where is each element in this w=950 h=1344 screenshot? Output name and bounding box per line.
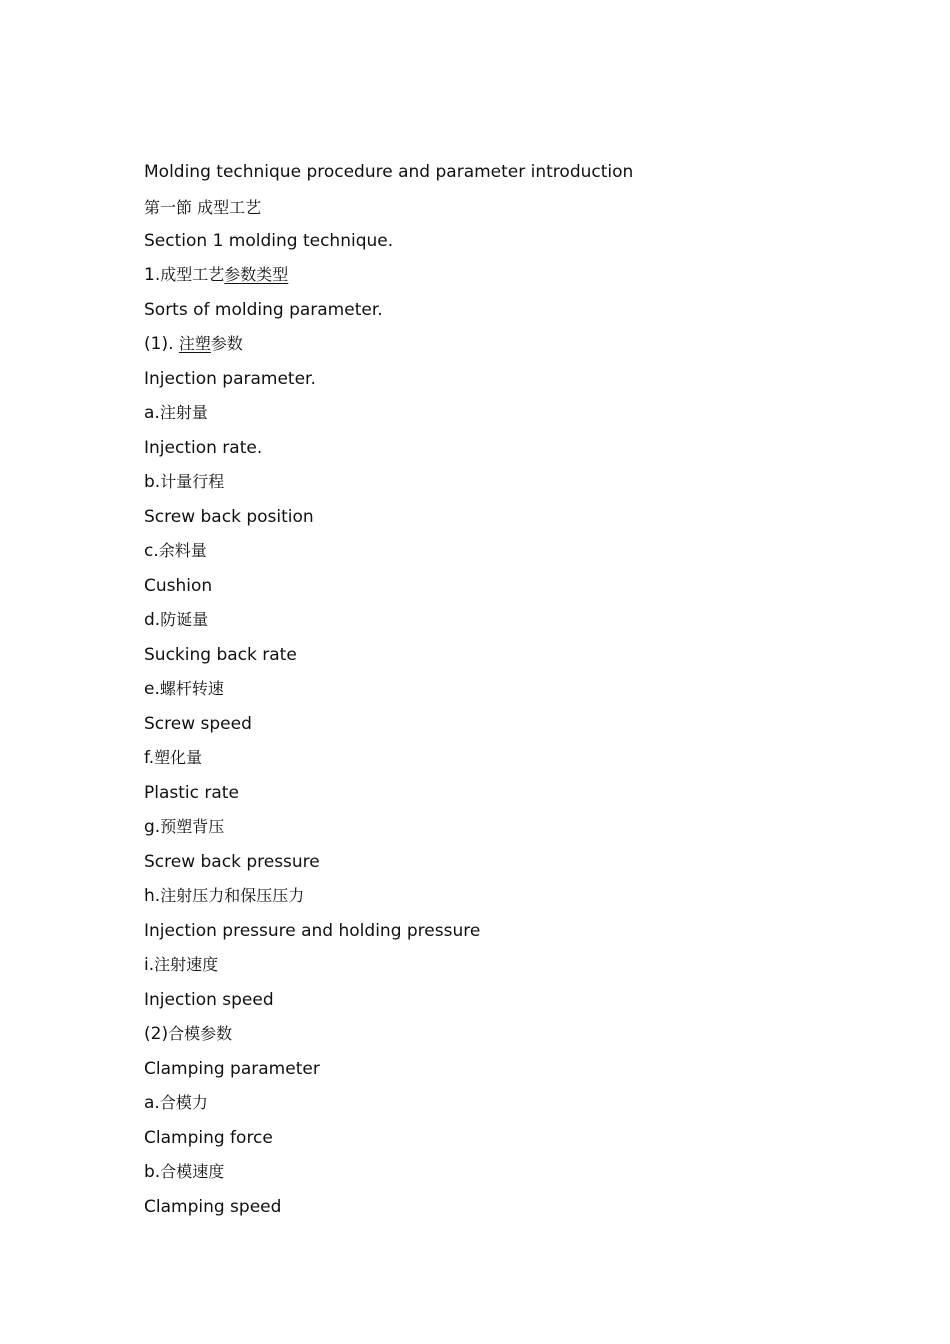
param-i-cn	[144, 954, 218, 976]
param-d-cn	[144, 609, 208, 631]
param-cn: 预塑背压	[160, 817, 225, 836]
sub-2-prefix: (2)	[144, 1024, 169, 1044]
param-cn: 螺杆转速	[159, 679, 224, 698]
param-a-cn	[144, 402, 208, 424]
param-prefix: g.	[144, 817, 161, 837]
clamp-a-en: Clamping force	[144, 1128, 273, 1148]
param-prefix: e.	[144, 679, 160, 699]
param-prefix: i.	[144, 955, 155, 975]
param-b-cn	[144, 471, 224, 493]
param-cn: 合模力	[159, 1093, 208, 1112]
clamp-b-cn	[144, 1161, 224, 1183]
item-1-cn-link[interactable]: 参数类型	[224, 265, 289, 284]
param-g-en: Screw back pressure	[144, 852, 320, 872]
clamp-a-cn	[144, 1092, 208, 1114]
param-prefix: d.	[144, 610, 161, 630]
sub-1-en: Injection parameter.	[144, 369, 316, 389]
param-h-cn	[144, 885, 304, 907]
param-e-en: Screw speed	[144, 714, 252, 734]
param-h-en: Injection pressure and holding pressure	[144, 921, 481, 941]
param-prefix: h.	[144, 886, 161, 906]
sub-2-cn	[144, 1023, 232, 1045]
sub-1-prefix: (1).	[144, 334, 179, 354]
sub-2-cn-text: 合模参数	[168, 1024, 233, 1043]
param-cn: 塑化量	[154, 748, 203, 767]
param-f-en: Plastic rate	[144, 783, 239, 803]
param-a-en: Injection rate.	[144, 438, 263, 458]
param-prefix: b.	[144, 1162, 161, 1182]
section-heading-cn: 第一節 成型工艺	[144, 198, 262, 217]
param-prefix: b.	[144, 472, 161, 492]
param-f-cn	[144, 747, 202, 769]
sub-1-cn-link[interactable]: 注塑	[178, 334, 211, 353]
param-cn: 注射速度	[154, 955, 219, 974]
param-prefix: a.	[144, 403, 160, 423]
param-cn: 注射量	[159, 403, 208, 422]
sub-1-cn-text: 参数	[210, 334, 243, 353]
item-1-en: Sorts of molding parameter.	[144, 300, 383, 320]
param-c-cn	[144, 540, 207, 562]
param-cn: 余料量	[158, 541, 207, 560]
sub-1-cn	[144, 333, 243, 355]
item-1-cn	[144, 264, 288, 286]
param-e-cn	[144, 678, 224, 700]
item-1-prefix: 1.	[144, 265, 161, 285]
param-cn: 计量行程	[160, 472, 225, 491]
section-heading-en: Section 1 molding technique.	[144, 231, 394, 251]
param-cn: 注射压力和保压压力	[160, 886, 305, 905]
param-cn: 防诞量	[160, 610, 209, 629]
document-title: Molding technique procedure and parameter introduction	[144, 162, 634, 182]
clamp-b-en: Clamping speed	[144, 1197, 282, 1217]
param-b-en: Screw back position	[144, 507, 314, 527]
param-prefix: a.	[144, 1093, 160, 1113]
param-prefix: c.	[144, 541, 159, 561]
param-i-en: Injection speed	[144, 990, 274, 1010]
param-g-cn	[144, 816, 224, 838]
param-d-en: Sucking back rate	[144, 645, 297, 665]
sub-2-en: Clamping parameter	[144, 1059, 320, 1079]
param-c-en: Cushion	[144, 576, 213, 596]
param-prefix: f.	[144, 748, 155, 768]
param-cn: 合模速度	[160, 1162, 225, 1181]
item-1-cn-text: 成型工艺	[160, 265, 225, 284]
